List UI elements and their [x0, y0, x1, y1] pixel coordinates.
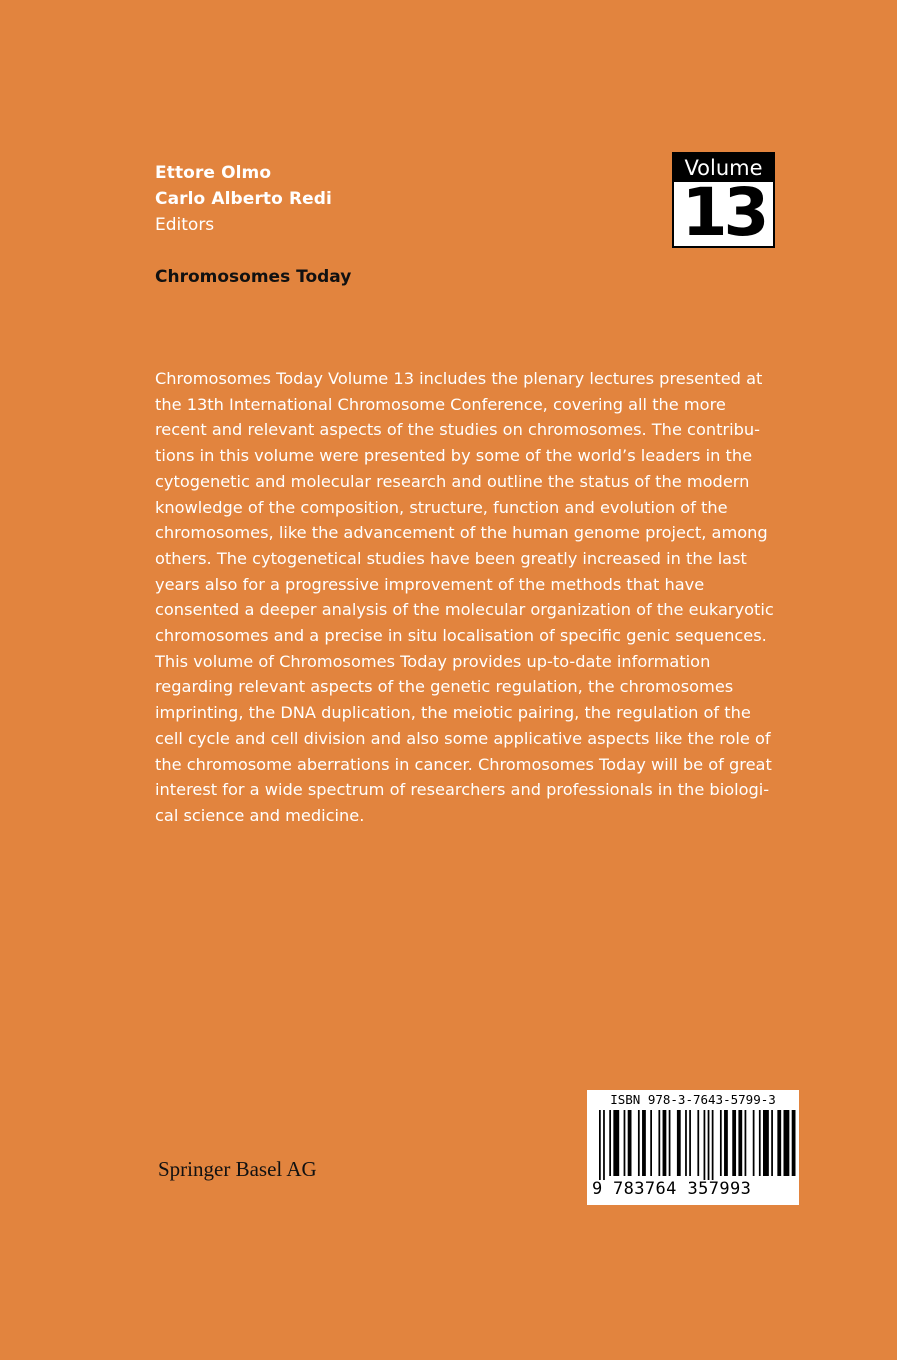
barcode-bar	[663, 1110, 667, 1176]
blurb-line: knowledge of the composition, structure, function and evolution of the	[155, 497, 728, 517]
blurb-line: cytogenetic and molecular research and outline the status of the modern	[155, 471, 750, 491]
barcode-bar	[712, 1110, 714, 1180]
barcode-bar	[771, 1110, 773, 1176]
barcode-bar	[650, 1110, 652, 1176]
blurb-line: tions in this volume were presented by some of the world’s leaders in the	[155, 446, 753, 466]
barcode-bar	[720, 1110, 722, 1176]
isbn-barcode	[587, 1090, 799, 1205]
editors-block	[155, 160, 555, 238]
barcode-bar	[724, 1110, 728, 1176]
blurb-line: imprinting, the DNA duplication, the meiotic pairing, the regulation of the	[155, 703, 751, 723]
blurb-line: regarding relevant aspects of the genetic regulation, the chromosomes	[155, 677, 734, 697]
blurb-line: cal science and medicine.	[155, 805, 365, 825]
barcode-bar	[624, 1110, 626, 1176]
publisher-name: Springer Basel AG	[158, 1157, 317, 1181]
blurb-line: years also for a progressive improvement of the methods that have	[155, 574, 705, 594]
blurb-line: the chromosome aberrations in cancer. Chromosomes Today will be of great	[155, 754, 772, 774]
barcode-bar	[738, 1110, 742, 1176]
barcode-bar	[689, 1110, 691, 1176]
blurb-line: This volume of Chromosomes Today provides up-to-date information	[155, 651, 711, 671]
ean-digits: 783764 357993	[613, 1179, 752, 1199]
barcode-bar	[704, 1110, 706, 1180]
blurb-line: recent and relevant aspects of the studies on chromosomes. The contribu-	[155, 420, 760, 440]
blurb-line: the 13th International Chromosome Conference, covering all the more	[155, 394, 726, 414]
barcode-bar	[777, 1110, 781, 1176]
barcode-bar	[603, 1110, 605, 1180]
volume-badge	[672, 152, 775, 251]
barcode-bar	[745, 1110, 747, 1176]
barcode-bar	[642, 1110, 646, 1176]
barcode-bar	[784, 1110, 790, 1176]
barcode-bar	[669, 1110, 671, 1176]
barcode-bar	[685, 1110, 687, 1176]
blurb-line: cell cycle and cell division and also some applicative aspects like the role of	[155, 728, 771, 748]
editors-role: Editors	[155, 215, 215, 235]
book-title: Chromosomes Today	[155, 267, 352, 287]
barcode-bar	[609, 1110, 611, 1176]
barcode-bar	[708, 1110, 710, 1180]
barcode-bar	[792, 1110, 796, 1176]
editor-name-1: Ettore Olmo	[155, 163, 272, 183]
barcode-bar	[677, 1110, 681, 1176]
isbn-label: ISBN 978-3-7643-5799-3	[610, 1092, 776, 1107]
blurb-line: others. The cytogenetical studies have been greatly increased in the last	[155, 548, 747, 568]
blurb-line: consented a deeper analysis of the molecular organization of the eukaryotic	[155, 600, 774, 620]
blurb-line: interest for a wide spectrum of researchers and professionals in the biologi-	[155, 780, 770, 800]
blurb-line: chromosomes and a precise in situ localisation of specific genic sequences.	[155, 626, 767, 646]
editor-name-2: Carlo Alberto Redi	[155, 189, 332, 209]
barcode-bar	[697, 1110, 699, 1176]
barcode-bar	[628, 1110, 632, 1176]
barcode-bar	[613, 1110, 619, 1176]
volume-number: 13	[681, 174, 766, 251]
barcode-bar	[763, 1110, 769, 1176]
barcode-bars	[587, 1110, 799, 1180]
blurb-line: Chromosomes Today Volume 13 includes the plenary lectures presented at	[155, 369, 763, 388]
barcode-bar	[753, 1110, 755, 1176]
blurb-line: chromosomes, like the advancement of the human genome project, among	[155, 523, 768, 543]
barcode-bar	[759, 1110, 761, 1176]
ean-first-digit: 9	[592, 1179, 603, 1199]
barcode-bar	[638, 1110, 640, 1176]
barcode-bar	[658, 1110, 660, 1176]
barcode-bar	[599, 1110, 601, 1180]
blurb-text	[155, 366, 795, 829]
volume-label: Volume	[674, 154, 773, 182]
barcode-bar	[732, 1110, 736, 1176]
